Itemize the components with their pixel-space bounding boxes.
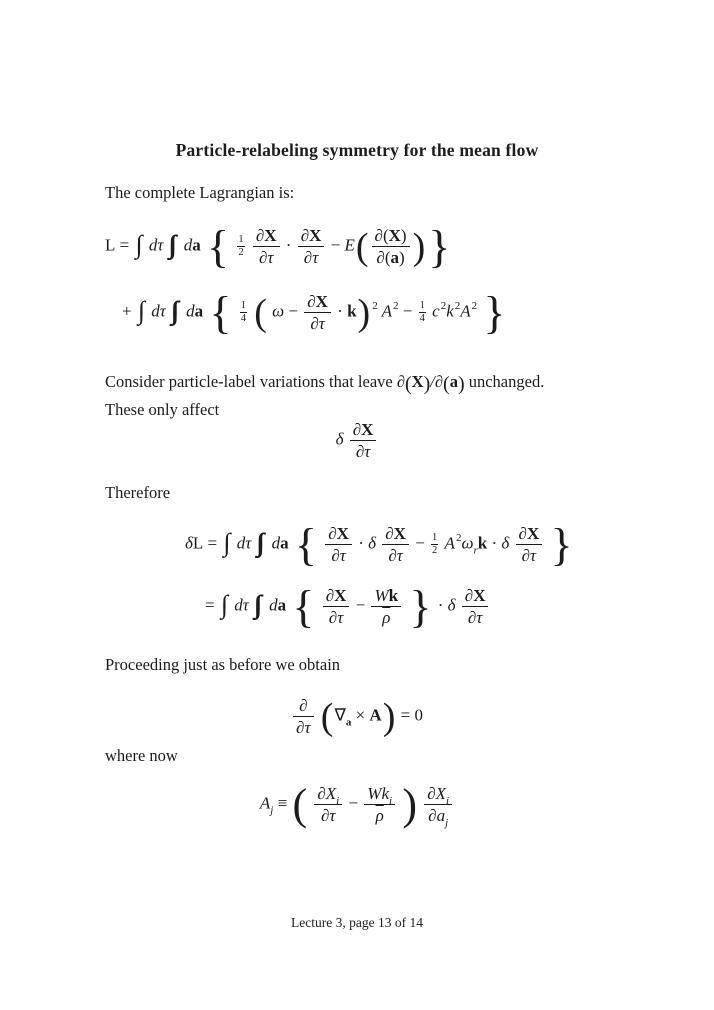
numerator: 1 (432, 532, 438, 544)
tau-symbol: τ (530, 546, 537, 566)
superscript-2: 2 (471, 300, 478, 313)
numerator (372, 226, 410, 246)
differential-d: d (183, 235, 193, 255)
omega-symbol: ω (272, 301, 285, 321)
denominator (325, 544, 352, 565)
partial-symbol: ∂ (310, 314, 319, 334)
amplitude-A: A (381, 301, 393, 321)
subscript-a: a (345, 716, 352, 729)
partial-symbol: ∂ (328, 608, 338, 628)
superscript-2: 2 (372, 300, 378, 313)
partial-symbol: ∂ (428, 806, 437, 826)
vector-k: k (477, 533, 488, 553)
where-now-text: where now (105, 746, 178, 765)
numerator: 1 (240, 300, 246, 312)
numerator (253, 226, 280, 246)
numerator (424, 784, 452, 807)
delta-symbol: δ (335, 429, 344, 449)
equals-sign: = (205, 595, 215, 615)
superscript-2: 2 (393, 300, 399, 313)
right-paren: ) (399, 248, 405, 268)
vector-X: X (411, 372, 424, 391)
denominator (364, 804, 395, 825)
L-symbol: L (105, 235, 116, 255)
partial-symbol: ∂ (464, 586, 474, 605)
vector-A: A (369, 705, 382, 725)
numerator (304, 292, 331, 312)
dX-dtau-fraction (325, 524, 352, 565)
vector-a: a (280, 533, 289, 553)
differential-d: d (186, 301, 195, 321)
right-brace: } (409, 580, 432, 632)
dX-dtau-fraction (350, 420, 377, 461)
partial-symbol: ∂ (299, 696, 308, 715)
dot-operator: · (358, 533, 364, 553)
right-paren: ) (412, 225, 426, 268)
numerator (350, 420, 377, 440)
partial-symbol: ∂ (376, 248, 385, 268)
triple-integral-sign (170, 230, 178, 259)
internal-energy-E: E (344, 235, 355, 255)
dX-dtau-fraction (323, 586, 350, 627)
subscript-j: j (270, 804, 274, 817)
left-paren: ( (405, 373, 412, 395)
delta-symbol: δ (185, 533, 193, 553)
label-a: a (436, 806, 446, 826)
vector-X: X (393, 524, 406, 543)
amplitude-A: A (460, 301, 471, 321)
right-brace: } (428, 220, 451, 272)
dot-operator: · (437, 595, 444, 615)
vector-X: X (309, 226, 322, 245)
vector-a: a (194, 301, 204, 321)
equals-sign: = (400, 705, 411, 725)
right-paren: ) (402, 779, 417, 829)
left-brace: { (292, 580, 315, 632)
dot-operator: · (491, 533, 498, 553)
nabla-symbol: ∇ (334, 705, 346, 725)
vector-k: k (388, 586, 399, 605)
variations-paragraph-line-2: These only affect (105, 400, 220, 419)
vector-a: a (277, 595, 287, 615)
right-brace: } (483, 286, 506, 338)
integral-sign: ∫ (223, 527, 231, 557)
numerator (298, 226, 325, 246)
lagrangian-eq-line-1 (105, 220, 452, 272)
tau-symbol: τ (364, 442, 371, 462)
partial-symbol: ∂ (321, 806, 330, 826)
differential-d: d (271, 533, 281, 553)
partial-symbol: ∂ (328, 524, 337, 543)
denominator (314, 804, 342, 825)
denominator (304, 312, 331, 333)
omega-symbol: ω (461, 533, 474, 553)
one-quarter-fraction (419, 300, 426, 324)
left-paren: ( (292, 779, 308, 829)
denominator (293, 716, 314, 737)
dX-dtau-fraction (298, 226, 325, 267)
partial-symbol: ∂ (434, 372, 444, 391)
dX-dtau-fraction (516, 524, 543, 565)
one-quarter-fraction (240, 300, 247, 324)
subscript-r: r (473, 544, 478, 557)
partial-symbol: ∂ (325, 586, 335, 605)
component-X: X (325, 784, 337, 803)
tau-symbol: τ (318, 314, 325, 334)
L-symbol: L (192, 533, 204, 553)
numerator: 1 (419, 300, 425, 312)
numerator (293, 696, 314, 716)
one-half-fraction (237, 234, 244, 258)
minus-sign: − (355, 595, 366, 615)
zero-digit: 0 (414, 705, 423, 725)
cross-product-sign: × (355, 705, 366, 725)
partial-symbol: ∂ (352, 420, 362, 439)
dX-dtau-fraction (382, 524, 409, 565)
wave-action-W: W (374, 586, 389, 605)
numerator (516, 524, 543, 544)
partial-symbol: ∂ (317, 784, 326, 803)
denominator (298, 246, 325, 267)
tau-symbol: τ (476, 608, 483, 628)
denominator (323, 606, 350, 627)
superscript-2: 2 (455, 532, 462, 545)
one-half-fraction (431, 532, 438, 556)
partial-symbol: ∂ (388, 546, 397, 566)
slash: / (430, 372, 435, 391)
tau-symbol: τ (304, 718, 311, 738)
left-brace: { (207, 220, 230, 272)
rho-bar: ρ (382, 608, 391, 628)
superscript-2: 2 (440, 300, 447, 313)
differential-dtau: dτ (236, 533, 252, 553)
vector-X: X (334, 586, 347, 605)
vector-a: a (192, 235, 201, 255)
Wk-over-rho-fraction (371, 586, 401, 627)
denominator: 4 (419, 313, 425, 325)
tau-symbol: τ (339, 546, 346, 566)
integral-sign: ∫ (137, 295, 145, 325)
denominator (371, 606, 401, 627)
intro-text: The complete Lagrangian is: (105, 183, 295, 202)
plus-sign: + (122, 301, 132, 321)
triple-integral-sign (258, 528, 266, 557)
tau-symbol: τ (396, 546, 403, 566)
partial-symbol: ∂ (355, 442, 365, 462)
numerator (382, 524, 409, 544)
dX-dtau-fraction (462, 586, 489, 627)
vector-X: X (315, 292, 328, 311)
numerator (364, 784, 395, 807)
left-paren: ( (254, 291, 267, 334)
denominator (253, 246, 280, 267)
differential-dtau: dτ (151, 301, 166, 321)
sound-speed-c: c (432, 301, 440, 321)
denominator: 4 (240, 313, 246, 325)
component-A: A (259, 793, 271, 813)
denominator (462, 606, 489, 627)
dot-operator: · (337, 301, 343, 321)
partial-symbol: ∂ (518, 524, 527, 543)
numerator (462, 586, 489, 606)
partial-symbol: ∂ (258, 248, 268, 268)
wavenumber-k: k (446, 301, 454, 321)
curl-conservation-eq (0, 696, 714, 737)
page-title: Particle-relabeling symmetry for the mean flow (175, 140, 539, 160)
left-paren: ( (443, 373, 450, 395)
inline-jacobian-expression (396, 372, 465, 395)
footer-page-label: Lecture 3, page 13 of 14 (291, 915, 423, 930)
subscript-j: j (445, 817, 449, 830)
subscript-i: i (446, 795, 450, 807)
equals-sign: = (207, 533, 218, 553)
differential-d: d (269, 595, 278, 615)
consider-text-pre: Consider particle-label variations that leave (105, 372, 393, 391)
jacobian-fraction (372, 226, 410, 267)
partial-symbol: ∂ (385, 524, 394, 543)
differential-dtau: dτ (234, 595, 249, 615)
wave-action-W: W (367, 784, 382, 803)
consider-text-post: unchanged. (468, 372, 545, 391)
delta-symbol: δ (447, 595, 456, 615)
dXi-daj-fraction (424, 784, 452, 830)
numerator: 1 (238, 234, 244, 246)
superscript-2: 2 (454, 300, 461, 313)
numerator (325, 524, 352, 544)
partial-symbol: ∂ (521, 546, 531, 566)
dXi-dtau-fraction (314, 784, 342, 825)
numerator (314, 784, 342, 807)
denominator: 2 (238, 247, 244, 259)
right-brace: } (550, 518, 573, 570)
right-paren: ) (423, 373, 431, 395)
vector-potential-definition-eq (0, 779, 714, 830)
integral-sign: ∫ (220, 589, 228, 619)
minus-sign: − (348, 793, 359, 813)
right-paren: ) (357, 291, 371, 334)
tau-symbol: τ (312, 248, 319, 268)
right-paren: ) (382, 695, 396, 738)
partial-symbol: ∂ (303, 248, 313, 268)
tau-symbol: τ (337, 608, 344, 628)
partial-symbol: ∂ (396, 372, 405, 391)
numerator (323, 586, 350, 606)
denominator (350, 440, 377, 461)
delta-velocity-eq (0, 420, 714, 461)
partial-symbol: ∂ (467, 608, 477, 628)
denominator (516, 544, 543, 565)
therefore-text: Therefore (105, 483, 171, 502)
delta-lagrangian-eq-line-1 (185, 518, 575, 570)
amplitude-A: A (444, 533, 455, 553)
proceeding-text: Proceeding just as before we obtain (105, 655, 341, 674)
triple-integral-sign (255, 590, 263, 619)
delta-lagrangian-eq-line-2 (205, 580, 490, 632)
tau-symbol: τ (267, 248, 274, 268)
left-paren: ( (355, 225, 369, 268)
partial-symbol: ∂ (374, 226, 383, 245)
component-k: k (381, 784, 390, 803)
vector-X: X (388, 226, 401, 245)
vector-k: k (347, 301, 357, 321)
partial-symbol: ∂ (300, 226, 310, 245)
denominator (372, 246, 410, 267)
subscript-i: i (336, 795, 340, 807)
integral-sign: ∫ (135, 229, 143, 259)
right-paren: ) (400, 226, 407, 245)
component-X: X (435, 784, 447, 803)
vector-X: X (473, 586, 486, 605)
delta-symbol: δ (501, 533, 510, 553)
partial-symbol: ∂ (307, 292, 316, 311)
partial-symbol: ∂ (331, 546, 340, 566)
rho-bar: ρ (375, 806, 384, 826)
partial-symbol: ∂ (255, 226, 265, 245)
partial-symbol: ∂ (296, 718, 305, 738)
variations-paragraph-line-1 (105, 368, 645, 395)
Wki-over-rho-fraction (364, 784, 395, 825)
equiv-sign: ≡ (277, 793, 288, 813)
minus-sign: − (330, 235, 341, 255)
subscript-i: i (389, 795, 393, 807)
differential-dtau: dτ (148, 235, 164, 255)
d-dtau-fraction (293, 696, 314, 737)
minus-sign: − (402, 301, 413, 321)
right-paren: ) (457, 373, 465, 395)
dX-dtau-fraction (253, 226, 280, 267)
lagrangian-eq-line-2 (122, 286, 507, 338)
denominator: 2 (432, 545, 438, 557)
delta-symbol: δ (368, 533, 377, 553)
left-paren: ( (382, 226, 389, 245)
triple-integral-sign (172, 296, 180, 325)
left-brace: { (294, 518, 317, 570)
vector-X: X (264, 226, 277, 245)
left-paren: ( (384, 248, 391, 268)
vector-X: X (361, 420, 374, 439)
tau-symbol: τ (329, 806, 336, 826)
vector-a: a (390, 248, 399, 268)
dot-operator: · (285, 235, 292, 255)
vector-X: X (336, 524, 349, 543)
vector-X: X (526, 524, 540, 543)
minus-sign: − (288, 301, 298, 321)
left-brace: { (209, 286, 232, 338)
denominator (424, 804, 452, 830)
numerator (371, 586, 401, 606)
minus-sign: − (415, 533, 425, 553)
denominator (382, 544, 409, 565)
dX-dtau-fraction (304, 292, 331, 333)
left-paren: ( (320, 695, 334, 738)
partial-symbol: ∂ (427, 784, 436, 803)
vector-a: a (449, 372, 458, 391)
equals-sign: = (119, 235, 130, 255)
